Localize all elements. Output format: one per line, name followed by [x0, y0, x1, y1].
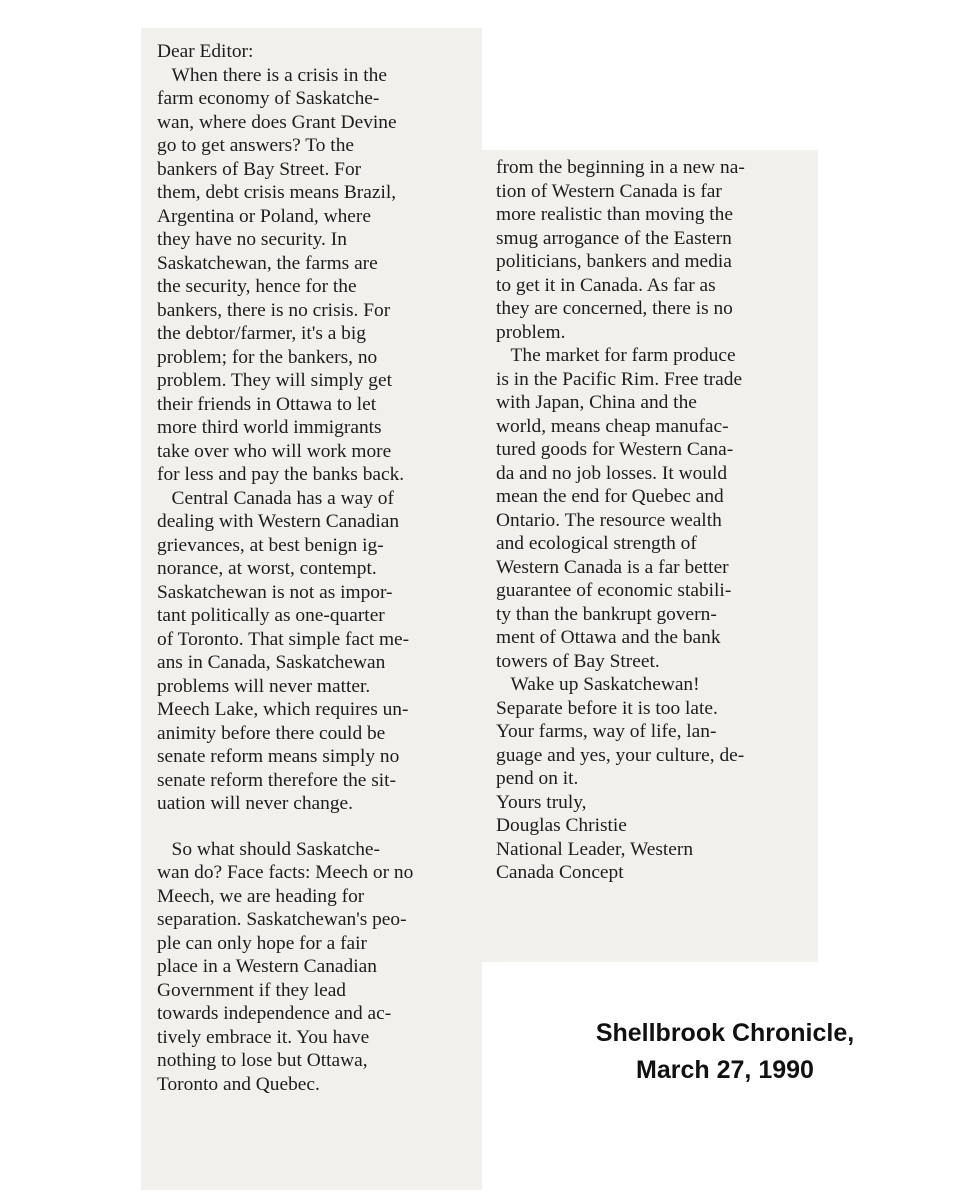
source-publication: Shellbrook Chronicle,: [595, 1019, 855, 1047]
left-line: wan, where does Grant Devine: [157, 111, 397, 133]
left-line: senate reform therefore the sit-: [157, 769, 397, 791]
right-line: Canada Concept: [496, 862, 624, 883]
right-line: from the beginning in a new na-: [496, 157, 745, 178]
right-line: problem.: [496, 321, 566, 343]
left-line: problems will never matter.: [157, 675, 371, 697]
left-line: place in a Western Canadian: [157, 956, 377, 977]
source-caption: [560, 1015, 890, 1089]
right-line: Separate before it is too late.: [496, 697, 718, 719]
right-line: politicians, bankers and media: [496, 251, 732, 272]
left-line: Saskatchewan is not as impor-: [157, 581, 393, 603]
left-line: the debtor/farmer, it's a big: [157, 323, 366, 344]
left-line: ple can only hope for a fair: [157, 932, 367, 954]
left-line: Saskatchewan, the farms are: [157, 252, 378, 274]
right-line: ty than the bankrupt govern-: [496, 603, 717, 625]
right-line: is in the Pacific Rim. Free trade: [496, 368, 743, 390]
left-line: problem. They will simply get: [157, 370, 392, 391]
right-line: to get it in Canada. As far as: [496, 274, 716, 296]
left-line: go to get answers? To the: [157, 135, 354, 156]
right-line: and ecological strength of: [496, 533, 697, 554]
left-line: grievances, at best benign ig-: [157, 534, 384, 556]
right-line: Wake up Saskatchewan!: [496, 674, 700, 695]
left-line: uation will never change.: [157, 793, 353, 814]
right-line: Yours truly,: [496, 791, 587, 813]
left-line: them, debt crisis means Brazil,: [157, 182, 397, 203]
left-line: Dear Editor:: [157, 41, 254, 62]
left-line: Toronto and Quebec.: [157, 1073, 320, 1095]
left-line: bankers of Bay Street. For: [157, 158, 362, 180]
left-line: norance, at worst, contempt.: [157, 558, 377, 579]
left-line: towards independence and ac-: [157, 1003, 392, 1024]
right-line: mean the end for Quebec and: [496, 486, 724, 507]
left-line: animity before there could be: [157, 722, 386, 744]
right-line: smug arrogance of the Eastern: [496, 227, 732, 249]
left-line: their friends in Ottawa to let: [157, 393, 377, 415]
left-line: So what should Saskatche-: [157, 838, 380, 860]
left-line: wan do? Face facts: Meech or no: [157, 862, 414, 883]
left-line: Argentina or Poland, where: [157, 205, 371, 227]
right-line: Ontario. The resource wealth: [496, 509, 722, 531]
right-line: National Leader, Western: [496, 838, 694, 860]
left-line: for less and pay the banks back.: [157, 464, 405, 485]
right-line: ment of Ottawa and the bank: [496, 627, 721, 648]
left-line: tant politically as one-quarter: [157, 605, 385, 626]
right-line: Western Canada is a far better: [496, 556, 729, 578]
right-line: da and no job losses. It would: [496, 462, 728, 484]
left-line: farm economy of Saskatche-: [157, 88, 380, 109]
right-line: Your farms, way of life, lan-: [496, 721, 717, 742]
left-line: [157, 816, 482, 838]
left-line: nothing to lose but Ottawa,: [157, 1050, 368, 1071]
letter-left-column: [141, 28, 482, 1190]
right-line: guarantee of economic stabili-: [496, 580, 732, 601]
left-line: Government if they lead: [157, 979, 346, 1001]
right-line: world, means cheap manufac-: [496, 415, 729, 437]
left-line: Central Canada has a way of: [157, 487, 394, 509]
right-line: guage and yes, your culture, de-: [496, 744, 745, 766]
left-line: Meech, we are heading for: [157, 885, 365, 907]
source-date: March 27, 1990: [636, 1056, 814, 1084]
left-line: When there is a crisis in the: [157, 64, 387, 86]
right-line: tion of Western Canada is far: [496, 180, 722, 202]
left-line: of Toronto. That simple fact me-: [157, 628, 410, 650]
right-line: more realistic than moving the: [496, 204, 733, 225]
left-line: senate reform means simply no: [157, 746, 400, 767]
left-line: separation. Saskatchewan's peo-: [157, 909, 407, 930]
left-line: tively embrace it. You have: [157, 1026, 370, 1048]
right-line: with Japan, China and the: [496, 392, 697, 413]
left-line: take over who will work more: [157, 440, 392, 462]
right-line: they are concerned, there is no: [496, 298, 733, 319]
right-line: Douglas Christie: [496, 815, 627, 836]
right-line: tured goods for Western Cana-: [496, 439, 734, 460]
right-line: towers of Bay Street.: [496, 650, 660, 672]
letter-right-column: [482, 150, 818, 962]
right-line: pend on it.: [496, 768, 579, 789]
left-line: dealing with Western Canadian: [157, 511, 400, 532]
right-line: The market for farm produce: [496, 345, 736, 366]
left-line: more third world immigrants: [157, 417, 382, 438]
left-line: they have no security. In: [157, 229, 347, 250]
left-line: Meech Lake, which requires un-: [157, 699, 409, 720]
left-line: bankers, there is no crisis. For: [157, 299, 391, 321]
left-line: problem; for the bankers, no: [157, 346, 378, 368]
left-line: the security, hence for the: [157, 276, 357, 297]
left-line: ans in Canada, Saskatchewan: [157, 652, 386, 673]
